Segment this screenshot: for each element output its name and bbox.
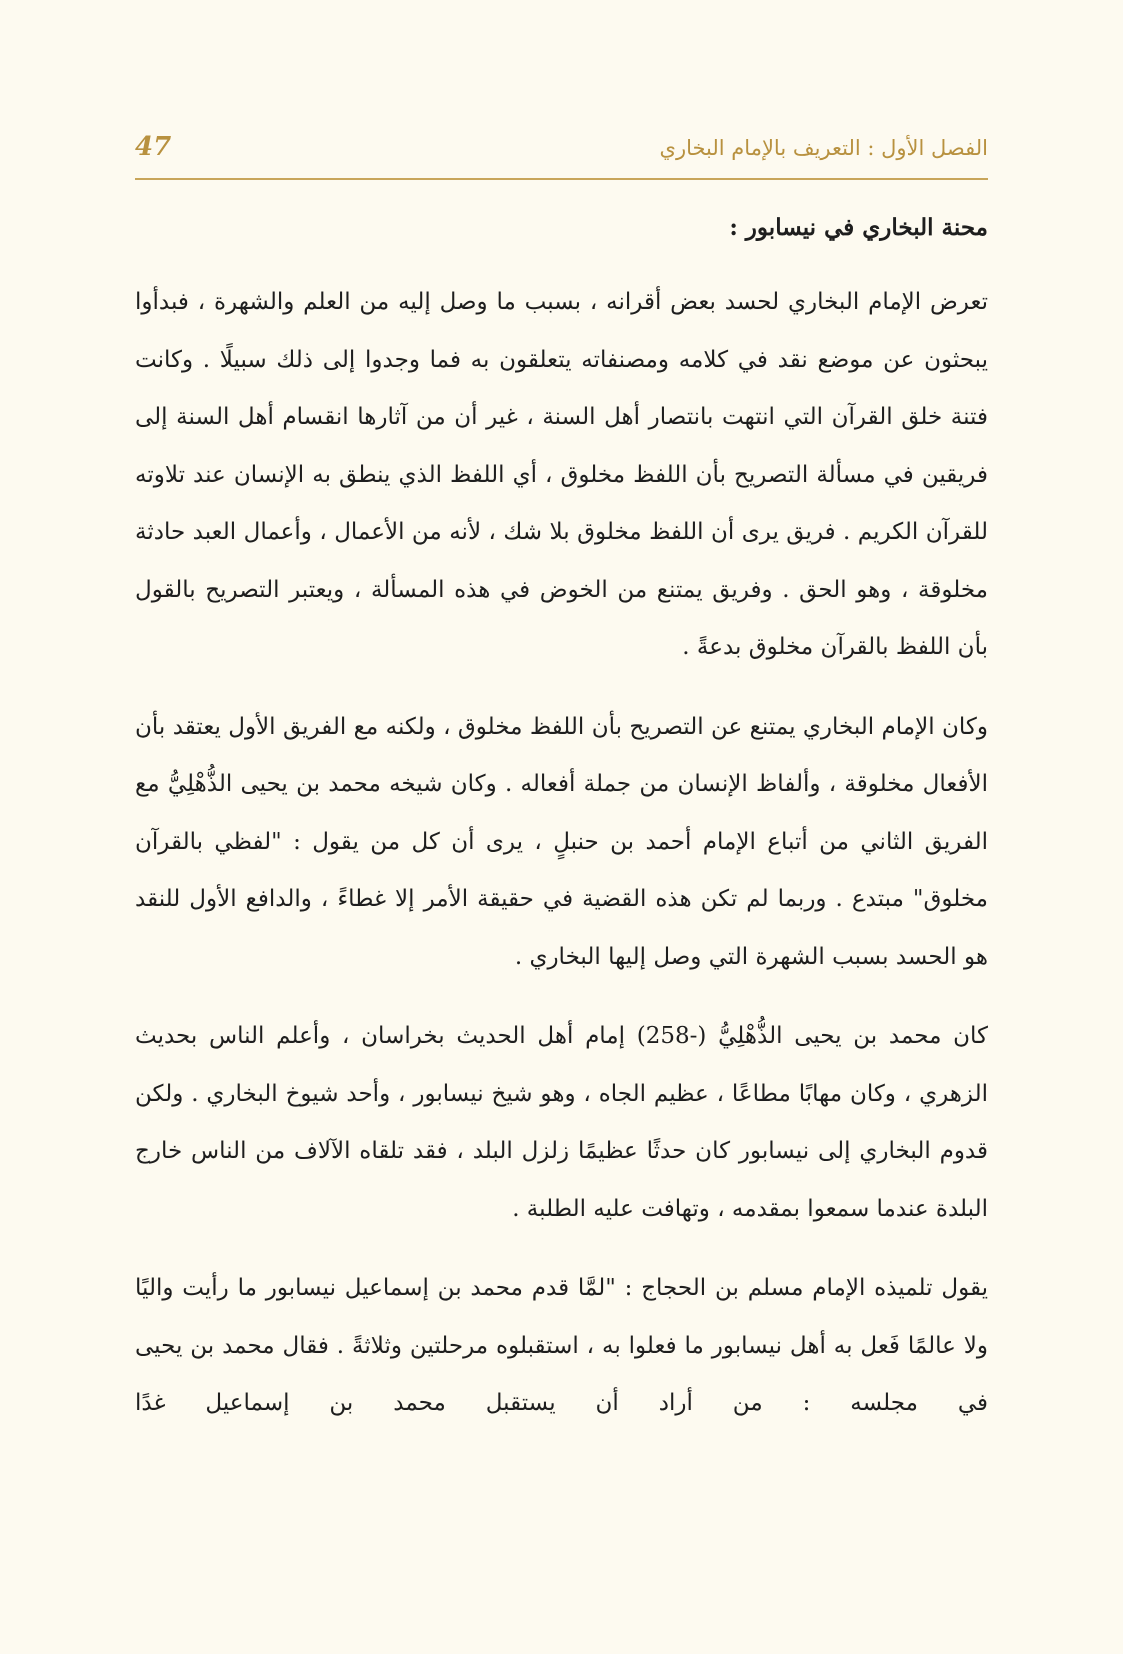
book-page (135, 0, 988, 1654)
section-heading: محنة البخاري في نيسابور : (729, 214, 988, 241)
page-content (135, 208, 988, 1433)
paragraph-1: تعرض الإمام البخاري لحسد بعض أقرانه ، بسبب ما وصل إليه من العلم والشهرة ، فبدأوا يبحثون عن موضع نقد في كلامه ومصنفاته يتعلقون به فما وجدوا إلى ذلك سبيلًا . وكانت فتنة خلق القرآن التي انتهت بانتصار أهل السنة ، غير أن من آثارها انقسام أهل السنة إلى فريقين في مسألة التصريح بأن اللفظ مخلوق ، أي اللفظ الذي ينطق به الإنسان عند تلاوته للقرآن الكريم . فريق يرى أن اللفظ مخلوق بلا شك ، لأنه من الأعمال ، وأعمال العبد حادثة مخلوقة ، وهو الحق . وفريق يمتنع من الخوض في هذه المسألة ، ويعتبر التصريح بالقول بأن اللفظ بالقرآن مخلوق بدعةً . (135, 289, 988, 660)
paragraph-2: وكان الإمام البخاري يمتنع عن التصريح بأن اللفظ مخلوق ، ولكنه مع الفريق الأول يعتقد بأن الأفعال مخلوقة ، وألفاظ الإنسان من جملة أفعاله . وكان شيخه محمد بن يحيى الذُّهْلِيُّ مع الفريق الثاني من أتباع الإمام أحمد بن حنبلٍ ، يرى أن كل من يقول : "لفظي بالقرآن مخلوق" مبتدع . وربما لم تكن هذه القضية في حقيقة الأمر إلا غطاءً ، والدافع الأول للنقد هو الحسد بسبب الشهرة التي وصل إليها البخاري . (135, 713, 988, 970)
paragraph-3: كان محمد بن يحيى الذُّهْلِيُّ (-258) إمام أهل الحديث بخراسان ، وأعلم الناس بحديث الزهري ، وكان مهابًا مطاعًا ، عظيم الجاه ، وهو شيخ نيسابور ، وأحد شيوخ البخاري . ولكن قدوم البخاري إلى نيسابور كان حدثًا عظيمًا زلزل البلد ، فقد تلقاه الآلاف من الناس خارج البلدة عندما سمعوا بمقدمه ، وتهافت عليه الطلبة . (135, 1023, 988, 1222)
chapter-title: الفصل الأول : التعريف بالإمام البخاري (659, 136, 988, 160)
paragraph-4: يقول تلميذه الإمام مسلم بن الحجاج : "لمَّا قدم محمد بن إسماعيل نيسابور ما رأيت واليًا ولا عالمًا فَعل به أهل نيسابور ما فعلوا به ، استقبلوه مرحلتين وثلاثةً . فقال محمد بن يحيى في مجلسه : من أراد أن يستقبل محمد بن إسماعيل غدًا (135, 1275, 988, 1416)
running-header (135, 132, 988, 180)
page-number: 47 (135, 132, 172, 162)
